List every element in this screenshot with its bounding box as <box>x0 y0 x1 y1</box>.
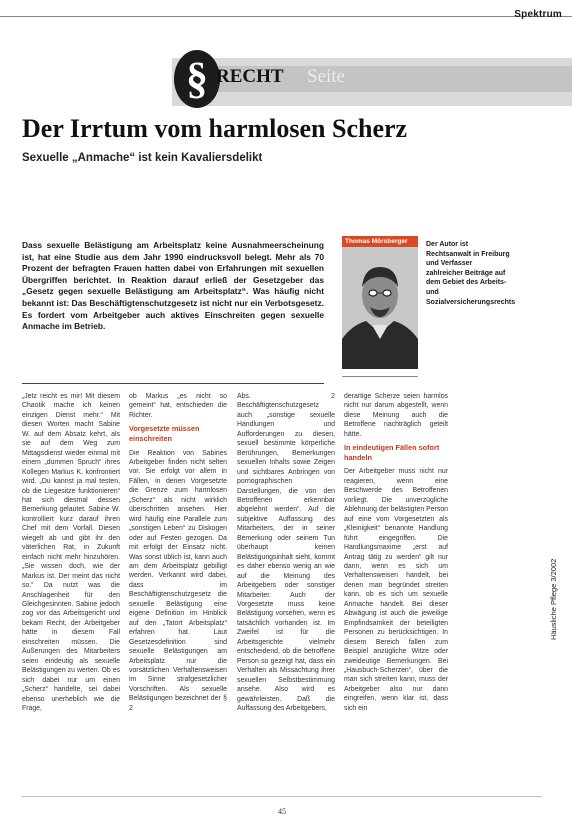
banner-seite: Seite <box>307 66 345 87</box>
body-paragraph: derartige Scherze seien harmlos nicht nur darum abgestellt, wenn diese Meinung auch die Betroffene nachträglich geteilt hätte. <box>344 393 448 438</box>
article-subtitle: Sexuelle „Anmache“ ist kein Kavaliersdelikt <box>22 152 263 164</box>
text-column-2 <box>129 392 227 713</box>
banner-recht: RECHT <box>216 66 284 87</box>
text-column-4 <box>344 392 448 713</box>
author-name-label: Thomas Mörsberger <box>342 236 418 247</box>
text-column-1 <box>22 392 120 713</box>
lead-divider <box>22 383 324 384</box>
body-paragraph: Die Reaktion von Sabines Arbeitgeber finden nicht selten vor. Sie erfolgt vor allem in Fällen, in denen Vorgesetzte die Grenze zum harmlosen „Scherz“ als nicht wirklich überschritten ansehen. Hier wird häufig eine Parallele zum „sonstigen Leben“ zu Diskogen oder auf Festen gezogen. Da mit erfolgt der Einsatz nicht. Was sonst üblich ist, kann auch am dem Arbeitsplatz gebilligt werden. Verkannt wird dabei, dass im Beschäftigtenschutzgesetz die sexuelle Belästigung eine eigene Definition im Hinblick auf den „Tatort Arbeitsplatz“ erfahren hat. Laut Gesetzesdefinition sind sexuelle Belästigungen am Arbeitsplatz nur die vorsätzlichen Verhaltensweisen im Sinne strafgesetzlicher Vorschriften. Als sexuelle Belästigungen bezeichnet der § 2 <box>129 449 227 712</box>
subheading: In eindeutigen Fällen sofort handeln <box>344 443 440 462</box>
issue-credit: Häusliche Pflege 3/2002 <box>549 558 558 640</box>
article-title: Der Irrtum vom harmlosen Scherz <box>22 114 408 143</box>
body-paragraph: ob Markus „es nicht so gemeint“ hat, entschieden die Richter. <box>129 393 227 419</box>
subheading: Vorgesetzte müssen einschreiten <box>129 424 200 443</box>
text-column-3 <box>237 392 335 713</box>
body-paragraph: „Jetz reicht es mir! Mit diesem Chaotik mache ich keinen einzigen Dienst mehr.“ Mit diesen Worten macht Sabine W. auf dem Absatz kehrt, als sie auf dem Weg zum Mittagsdienst wieder einmal mit einem „dummen Spruch“ ihres Kollegen Markus K. konfrontiert wird. „Du kannst ja mal testen, ob die Liegesitze funktionieren“ hat sich diesmal dessen Bemerkung gelautet. Sabine W. kontrolliert kurz darauf ihren Chef mit dem Vorfall. Diesen wiegelt ab und gibt ihr den väterlichen Rat, in Zukunft einfach nicht mehr hinzuhören. „Sie wissen doch, wie der Markus ist. Der meint das nicht so.“ Da nutzt was die Anschlagenheit für den Gleichgesinnten. Sabine jedoch zog vor das Arbeitsgericht und bekam Recht, der Arbeitgeber hätte in diesem Fall einschreiten müssen. Die Äußerungen des Mitarbeiters seien eindeutig als sexuelle Belästigungen zu werten. Ob es sich dabei nur um einen „Scherz“ handelte, sei dabei ebenso unerheblich wie die Frage, <box>22 393 120 712</box>
body-paragraph: Abs. 2 Beschäftigtenschutzgesetz auch „sonstige sexuelle Handlungen und Aufforderungen zu diesen, sexuell bestimmte körperliche Berührungen, Bemerkungen sexuellen Inhalts sowie Zeigen und sichtbares Anbringen von pornographischen Darstellungen, die von den Betroffenen erkennbar abgelehnt werden“. Auf die subjektive Auffassung des Mitarbeiters, der in seiner Bemerkung oder seinem Tun überhaupt keinen Belästigungsinhalt sieht, kommt es daher ebenso wenig an wie auf die Meinung des Arbeitgebers oder sonstiger Mitarbeiter. Auch der Vorgesetzte muss keine Belästigung vorsehen, wenn es tatsächlich vorhanden ist. Im Zweifel ist für die Arbeitsgerichte vielmehr entscheidend, ob die betroffene Person so gezeigt hat, dass ein Verhalten als Missachtung ihrer sexuellen Selbstbestimmung ansehe. Also wird es gewährleisten. Daß die Auffassung des Arbeitgebers, <box>237 393 335 712</box>
author-bio: Der Autor ist Rechtsanwalt in Freiburg und Verfasser zahlreicher Beiträge auf dem Gebiet des Arbeits- und Sozialversicherungsrechts <box>426 241 516 306</box>
author-photo <box>342 247 418 369</box>
body-paragraph: Der Arbeitgeber muss nicht nur reagieren, wenn eine Beschwerde des Betroffenen vorliegt. Die unverzügliche Ablehnung der belästigten Person auf eine vom Vorgesetzten als „Kleinigkeit“ benannte Handlung führt eingegriffen. Die Handlungsmaxime „erst auf Antrag tätig zu werden“ gilt nur dann, wenn es sich um Verhaltensweisen handelt, bei denen man begründet streiten kann, ob es sich um sexuelle Anmache handelt. Bei dieser Abwägung ist auch die jeweilige Empfindsamkeit der beteiligten Personen zu berücksichtigen. In diesem Bereich fallen zum Beispiel anzügliche Witze oder zweideutige Bemerkungen. Bei „Hausbuch-Scherzen“, über die man sich streiten kann, muss der Arbeitgeber also nur dann eingreifen, wenn klar ist, dass sich ein <box>344 468 448 712</box>
footer-rule <box>22 796 542 797</box>
page-number: 45 <box>278 807 286 816</box>
header-rule <box>0 16 572 17</box>
paragraph-icon: § <box>174 50 220 108</box>
section-label: Spektrum <box>514 9 562 20</box>
photo-divider <box>342 376 418 377</box>
article-lead: Dass sexuelle Belästigung am Arbeitsplatz keine Ausnahmeerscheinung ist, hat eine Studie aus dem Jahr 1990 eindrucksvoll belegt. Mehr als 70 Prozent der befragten Frauen hatten dabei von Erfahrungen mit sexuellen Übergriffen berichtet. In Reaktion darauf erließ der Gesetzgeber das „Gesetz gegen sexuelle Belästigung am Arbeitsplatz“. Was häufig nicht bekannt ist: Das Beschäftigtenschutzgesetz ist nicht nur ein Verbotsgesetz. Es fordert vom Arbeitgeber auch aktives Einschreiten gegen sexuelle Anmache im Betrieb. <box>22 240 324 332</box>
